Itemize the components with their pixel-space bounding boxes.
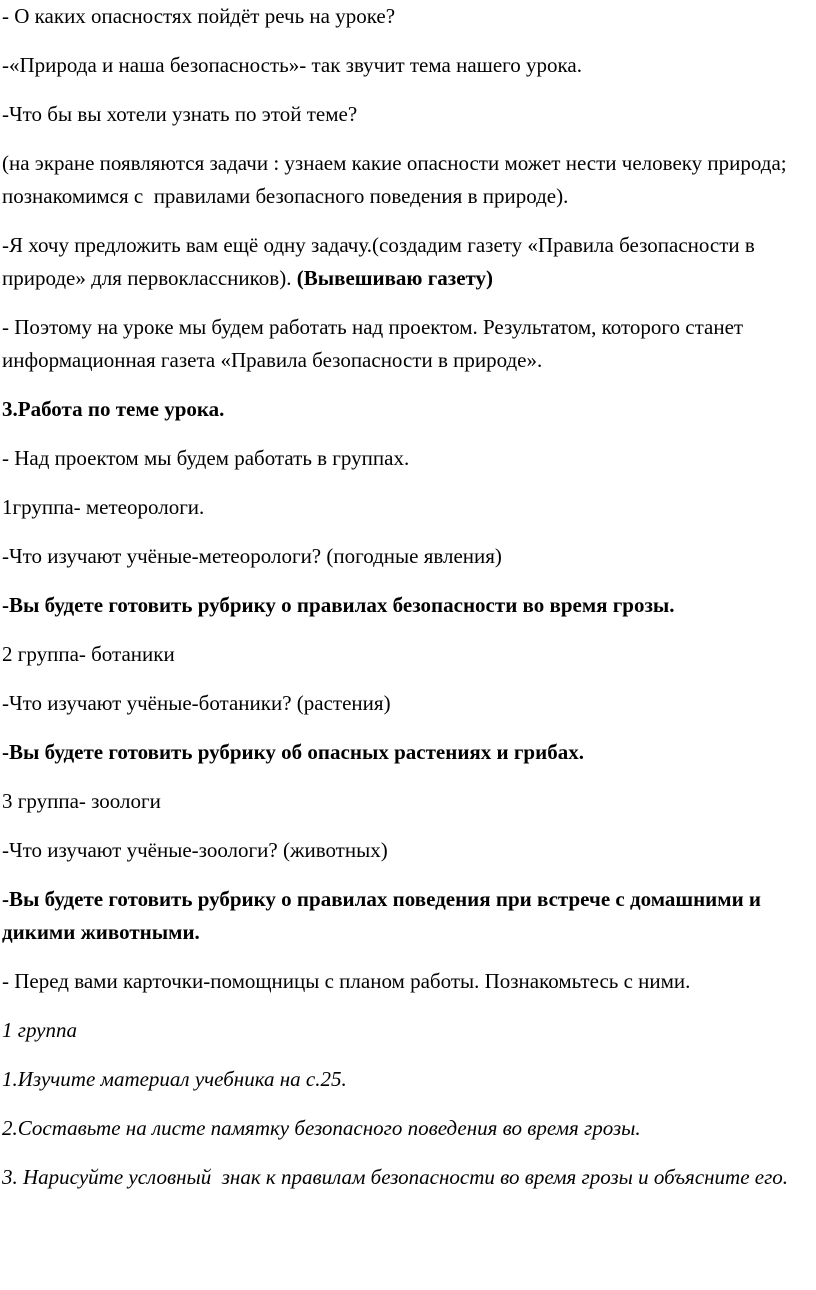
- paragraph-question-learn: -Что бы вы хотели узнать по этой теме?: [2, 102, 358, 126]
- section-heading-work: 3.Работа по теме урока.: [2, 397, 225, 421]
- paragraph-newspaper-task-text: -Я хочу предложить вам ещё одну задачу.(создадим газету «Правила безопасности в природе» для первоклассников).: [2, 233, 761, 290]
- card-step-1: 1.Изучите материал учебника на с.25.: [2, 1067, 347, 1091]
- paragraph-newspaper-task-bold: (Вывешиваю газету): [296, 266, 494, 290]
- paragraph-helper-cards: - Перед вами карточки-помощницы с планом работы. Познакомьтесь с ними.: [2, 969, 691, 993]
- paragraph-project-result: - Поэтому на уроке мы будем работать над проектом. Результатом, которого станет информационная газета «Правила безопасности в природе».: [2, 315, 749, 372]
- paragraph-group3-title: 3 группа- зоологи: [2, 789, 161, 813]
- card-group1-title: 1 группа: [2, 1018, 77, 1042]
- paragraph-group2-task: -Вы будете готовить рубрику об опасных растениях и грибах.: [2, 740, 584, 764]
- paragraph-group2-question: -Что изучают учёные-ботаники? (растения): [2, 691, 391, 715]
- paragraph-screen-tasks: (на экране появляются задачи : узнаем какие опасности может нести человеку природа; познакомимся с правилами безопасного поведения в природе).: [2, 151, 792, 208]
- paragraph-group1-task: -Вы будете готовить рубрику о правилах безопасности во время грозы.: [2, 593, 675, 617]
- paragraph-question-dangers: - О каких опасностях пойдёт речь на уроке?: [2, 4, 396, 28]
- card-step-2: 2.Составьте на листе памятку безопасного поведения во время грозы.: [2, 1116, 641, 1140]
- paragraph-group1-question: -Что изучают учёные-метеорологи? (погодные явления): [2, 544, 502, 568]
- card-step-3: 3. Нарисуйте условный знак к правилам безопасности во время грозы и объясните его.: [2, 1165, 789, 1189]
- paragraph-groups-intro: - Над проектом мы будем работать в группах.: [2, 446, 410, 470]
- paragraph-lesson-topic: -«Природа и наша безопасность»- так звучит тема нашего урока.: [2, 53, 582, 77]
- paragraph-group2-title: 2 группа- ботаники: [2, 642, 175, 666]
- paragraph-group3-question: -Что изучают учёные-зоологи? (животных): [2, 838, 388, 862]
- paragraph-newspaper-task: [2, 229, 812, 295]
- paragraph-group3-task: -Вы будете готовить рубрику о правилах поведения при встрече с домашними и дикими животными.: [2, 887, 767, 944]
- paragraph-group1-title: 1группа- метеорологи.: [2, 495, 205, 519]
